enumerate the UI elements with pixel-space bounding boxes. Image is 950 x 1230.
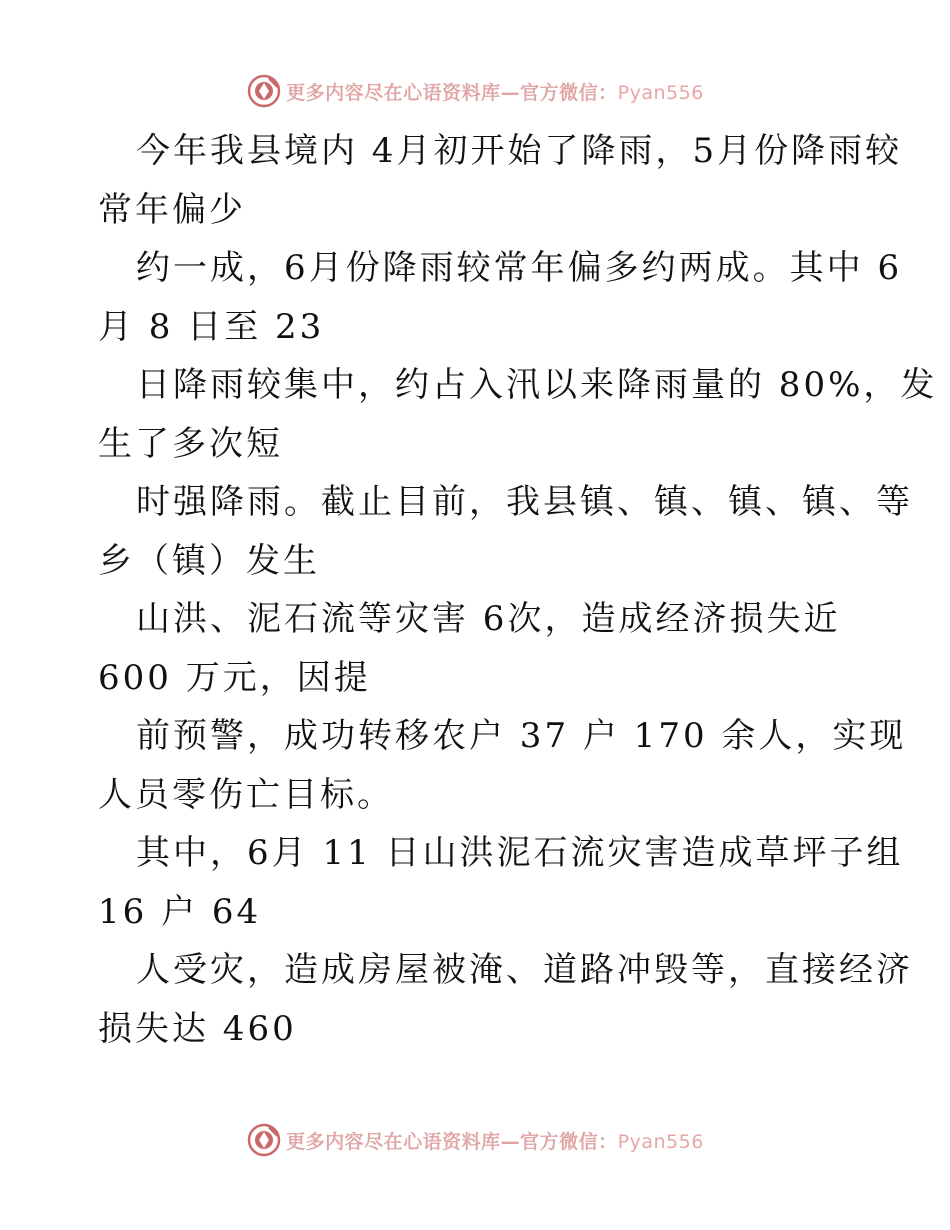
document-body bbox=[98, 122, 938, 1058]
pen-nib-logo-icon bbox=[246, 73, 282, 109]
watermark-text: 更多内容尽在心语资料库—官方微信：Pyan556 bbox=[286, 81, 704, 104]
paragraph-line: 人受灾，造成房屋被淹、道路冲毁等，直接经济 bbox=[136, 950, 913, 990]
paragraph bbox=[98, 356, 938, 473]
paragraph bbox=[98, 824, 904, 941]
paragraph-line: 山洪、泥石流等灾害 6次，造成经济损失近 bbox=[136, 599, 841, 639]
paragraph-line: 16 户 64 bbox=[98, 891, 262, 932]
paragraph bbox=[98, 122, 903, 239]
paragraph bbox=[98, 941, 913, 1058]
watermark-handle: Pyan556 bbox=[617, 81, 704, 104]
paragraph bbox=[98, 473, 913, 590]
header-watermark bbox=[0, 71, 950, 111]
watermark-handle: Pyan556 bbox=[617, 1130, 704, 1153]
paragraph-line: 时强降雨。截止目前，我县镇、镇、镇、镇、等 bbox=[136, 482, 913, 522]
paragraph bbox=[98, 707, 907, 824]
footer-watermark bbox=[0, 1120, 950, 1160]
paragraph-line: 约一成，6月份降雨较常年偏多约两成。其中 6 bbox=[136, 248, 903, 288]
paragraph-line: 前预警，成功转移农户 37 户 170 余人，实现 bbox=[136, 716, 907, 756]
paragraph-line: 600 万元，因提 bbox=[98, 657, 371, 698]
paragraph-line: 月 8 日至 23 bbox=[98, 306, 325, 347]
pen-nib-logo-icon bbox=[246, 1122, 282, 1158]
paragraph-line: 人员零伤亡目标。 bbox=[98, 774, 394, 815]
paragraph bbox=[98, 590, 858, 707]
paragraph-line: 今年我县境内 4月初开始了降雨，5月份降雨较 bbox=[136, 131, 903, 171]
paragraph-line: 日降雨较集中，约占入汛以来降雨量的 80%，发 bbox=[136, 365, 938, 405]
watermark-text: 更多内容尽在心语资料库—官方微信：Pyan556 bbox=[286, 1130, 704, 1153]
paragraph-line: 损失达 460 bbox=[98, 1008, 297, 1049]
paragraph-line: 乡（镇）发生 bbox=[98, 540, 320, 581]
paragraph-line: 生了多次短 bbox=[98, 423, 283, 464]
paragraph bbox=[98, 239, 903, 356]
paragraph-line: 其中，6月 11 日山洪泥石流灾害造成草坪子组 bbox=[136, 833, 904, 873]
paragraph-line: 常年偏少 bbox=[98, 189, 246, 230]
